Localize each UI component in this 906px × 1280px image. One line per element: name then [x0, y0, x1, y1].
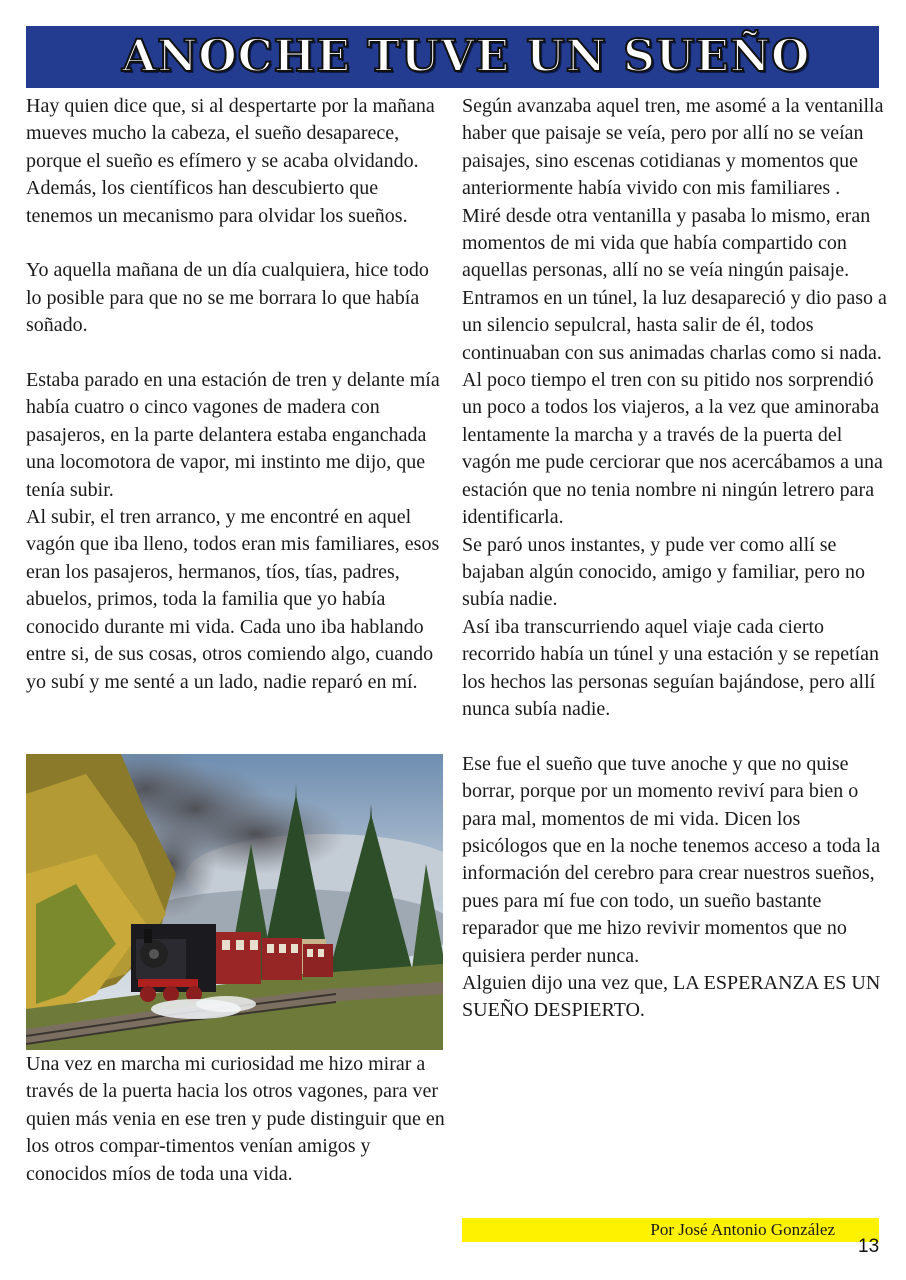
paragraph: Una vez en marcha mi curiosidad me hizo mirar a través de la puerta hacia los otros vagones, para ver quien más venia en ese tren y pude distinguir que en los otros compar-timentos venían amigos y conocidos míos de toda una vida. — [26, 1053, 445, 1185]
paragraph-gap — [26, 340, 446, 367]
paragraph-gap — [26, 230, 446, 257]
paragraph: Estaba parado en una estación de tren y delante mía había cuatro o cinco vagones de madera con pasajeros, en la parte delantera estaba enganchada una locomotora de vapor, mi instinto me dijo, que tenía subir. — [26, 369, 440, 501]
paragraph: Yo aquella mañana de un día cualquiera, hice todo lo posible para que no se me borrara lo que había soñado. — [26, 259, 429, 337]
paragraph: Miré desde otra ventanilla y pasaba lo mismo, eran momentos de mi vida que había compartido con aquellas personas, allí no se veía ningún paisaje. — [462, 204, 871, 282]
paragraph: Se paró unos instantes, y pude ver como allí se bajaban algún conocido, amigo y familiar, pero no subía nadie. — [462, 533, 865, 611]
paragraph: Así iba transcurriendo aquel viaje cada cierto recorrido había un túnel y una estación y se repetían los hechos las personas seguían bajándose, pero allí nunca subía nadie. — [462, 615, 880, 720]
paragraph: Entramos en un túnel, la luz desapareció y dio paso a un silencio sepulcral, hasta salir de él, todos continuaban con sus animadas charlas como si nada. — [462, 286, 887, 364]
page-title: ANOCHE TUVE UN SUEÑO — [122, 31, 811, 82]
paragraph: Al poco tiempo el tren con su pitido nos sorprendió un poco a todos los viajeros, a la vez que aminoraba lentamente la marcha y a través de la puerta del vagón me pude cerciorar que nos acercábamos a una estación que no tenia nombre ni ningún letrero para identificarla. — [462, 369, 883, 529]
page-number: 13 — [858, 1236, 880, 1257]
paragraph-gap — [462, 723, 887, 750]
article-column-right — [462, 93, 887, 1025]
paragraph: Según avanzaba aquel tren, me asomé a la ventanilla haber que paisaje se veía, pero por allí no se veían paisajes, sino escenas cotidianas y momentos que anteriormente había vivido con mis familiares . — [462, 95, 884, 200]
title-banner — [26, 26, 879, 88]
author-bar — [462, 1218, 879, 1242]
author-credit: Por José Antonio González — [650, 1220, 835, 1239]
article-column-left-bottom — [26, 1051, 446, 1188]
paragraph: Hay quien dice que, si al despertarte por la mañana mueves mucho la cabeza, el sueño desaparece, porque el sueño es efímero y se acaba olvidando. Además, los científicos han descubierto que tenemos un mecanismo para olvidar los sueños. — [26, 95, 435, 227]
paragraph: Al subir, el tren arranco, y me encontré en aquel vagón que iba lleno, todos eran mis familiares, esos eran los pasajeros, hermanos, tíos, tías, padres, abuelos, primos, toda la familia que yo había conocido durante mi vida. Cada uno iba hablando entre si, de sus cosas, otros comiendo algo, cuando yo subí y me senté a un lado, nadie reparó en mí. — [26, 506, 440, 693]
paragraph: Ese fue el sueño que tuve anoche y que no quise borrar, porque por un momento reviví para bien o para mal, momentos de mi vida. Dicen los psicólogos que en la noche tenemos acceso a toda la información del cerebro para crear nuestros sueños, pues para mí fue con todo, un sueño bastante reparador que me hizo revivir momentos que no quisiera perder nunca. — [462, 752, 881, 967]
paragraph: Alguien dijo una vez que, LA ESPERANZA ES UN SUEÑO DESPIERTO. — [462, 971, 881, 1022]
article-column-left-top — [26, 93, 446, 696]
steam-train-photo — [26, 754, 443, 1050]
